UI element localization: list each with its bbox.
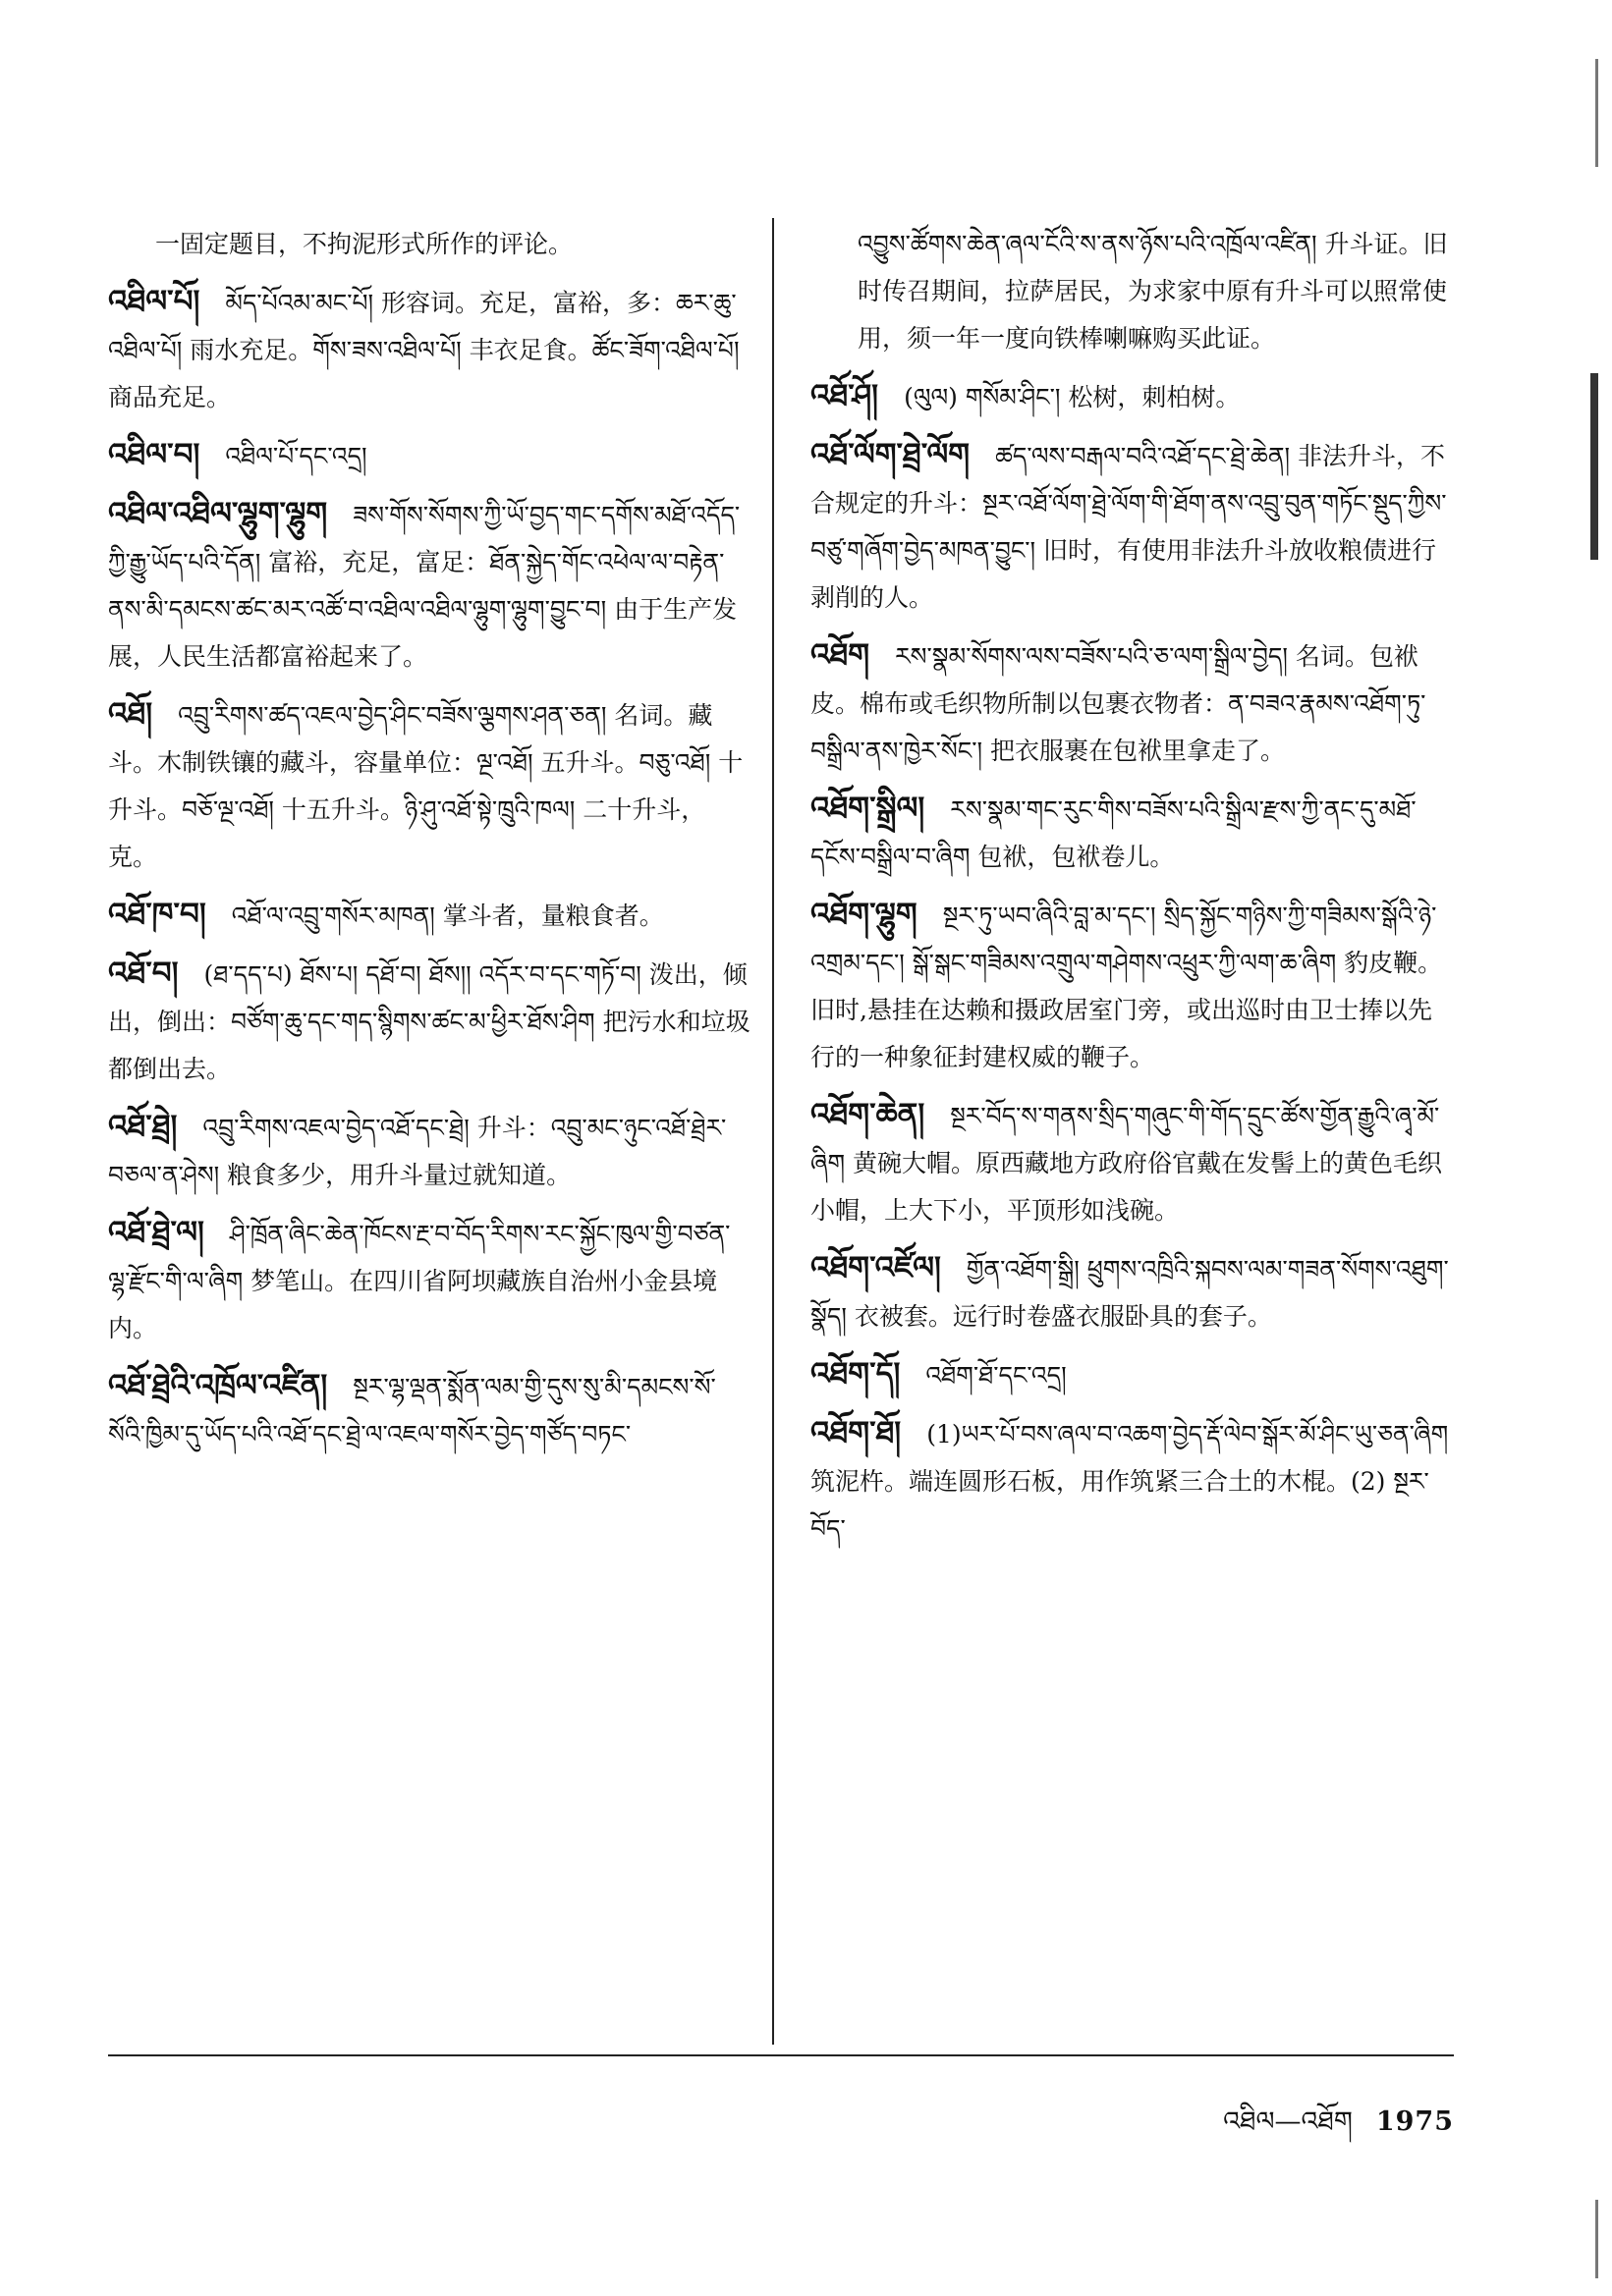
dictionary-entry [810, 1244, 1454, 1340]
entry-headword: འཐོ། [108, 696, 153, 732]
dictionary-entry [108, 690, 751, 881]
entry-headword: འཐོག་ལྷུག [810, 897, 917, 932]
entry-headword: འཐོ་ཐྲེའི་འཁྲོལ་འཛིན། [108, 1368, 328, 1403]
dictionary-entry [810, 372, 1454, 421]
dictionary-entry [108, 490, 751, 681]
dictionary-entry [108, 278, 751, 421]
scan-edge-mark [1595, 59, 1598, 167]
left-column [108, 221, 751, 1468]
entry-headword: འཐོག་ཐོ། [810, 1415, 902, 1450]
entry-headword: འཐོག་སྒྲིལ། [810, 791, 925, 826]
entry-definition: སྔར་ལྷ་ལྡན་སྨོན་ལམ་གྱི་དུས་སུ་མི་དམངས་སོ་སོའི་ཁྱིམ་དུ་ཡོད་པའི་འཐོ་དང་ཐྲེ་ལ་འཇལ་གསོར་བྱེད་གཙོད་བཏང་ [108, 1373, 716, 1449]
entry-headword: འཐོ་ཐྲེ་ལ། [108, 1215, 204, 1250]
entry-definition: གྱོན་འཐོག་སྒྲི། ཕྲུགས་འཁྲིའི་སྐབས་ལམ་གཟན་སོགས་འཐུག་སྣོད། 衣被套。远行时卷盛衣服卧具的套子。 [810, 1255, 1449, 1331]
footer-rule [108, 2054, 1454, 2056]
entry-headword: འཐོ་བ། [108, 956, 179, 991]
intro-continuation: 一固定题目，不拘泥形式所作的评论。 [155, 230, 574, 258]
dictionary-entry [108, 950, 751, 1093]
dictionary-entry [810, 431, 1454, 622]
entry-headword: འཐིལ་འཐིལ་ལྷུག་ལྷུག [108, 496, 328, 531]
entry-headword: འཐིལ་པོ། [108, 284, 200, 319]
dictionary-entry [108, 1103, 751, 1199]
dictionary-entry [108, 1362, 751, 1458]
dictionary-entry [108, 431, 751, 480]
entry-definition: རས་སྣམ་གང་རུང་གིས་བཟོས་པའི་སྒྲིལ་རྫས་ཀྱི་ནང་དུ་མཐོ་དངོས་བསྒྲིལ་བ་ཞིག 包袱，包袱卷儿。 [810, 795, 1417, 871]
entry-definition: (ལུལ) གསོམ་ཤིང་། 松树，刺柏树。 [904, 383, 1241, 411]
dictionary-entry [108, 1209, 751, 1352]
entry-headword: འཐོ་ལོག་ཐྲེ་ལོག [810, 437, 971, 472]
entry-continuation: འབྱུས་ཚོགས་ཆེན་ཞལ་ངོའི་ས་ནས་ཉོས་པའི་འཁྲོལ་འཛིན། 升斗证。旧时传召期间，拉萨居民，为求家中原有升斗可以照常使用，须一年一度向铁棒喇嘛购买此证。 [858, 230, 1448, 353]
scan-edge-mark [1595, 2200, 1598, 2278]
dictionary-entry [810, 891, 1454, 1081]
entry-definition: ཟས་གོས་སོགས་ཀྱི་ཡོ་བྱད་གང་དགོས་མཐོ་འདོད་ཀྱི་རྒྱུ་ཡོད་པའི་དོན། 富裕，充足，富足：ཐོན་སྐྱེད་གོང་འཕེལ་ལ་བརྟེན་ནས་མི་དམངས་ཚང་མར་འཚོ་བ་འཐིལ་འཐིལ་ལྷུག་ལྷུག་བྱུང་བ། 由于生产发展，人民生活都富裕起来了。 [108, 501, 741, 671]
entry-definition: ཚད་ལས་བརྒལ་བའི་འཐོ་དང་ཐྲེ་ཆེན། 非法升斗，不合规定的升斗：སྔར་འཐོ་ལོག་ཐྲེ་ལོག་གི་ཐོག་ནས་འབྲུ་བུན་གཏོང་སྡུད་ཀྱིས་བཙུ་གཞོག་བྱེད་མཁན་བྱུང་། 旧时，有使用非法升斗放收粮债进行剥削的人。 [810, 442, 1447, 612]
entry-headword: འཐོ་ཁ་བ། [108, 897, 206, 932]
entry-definition: འཐིལ་པོ་དང་འདྲ། [225, 442, 367, 470]
page-range: འཐིལ—འཐོག [1223, 2106, 1353, 2137]
entry-definition: འབྲུ་རིགས་ཚད་འཇལ་བྱེད་ཤིང་བཟོས་ལྕགས་ཤན་ཅན། 名词。藏斗。木制铁镶的藏斗，容量单位：ལྔ་འཐོ། 五升斗。བཅུ་འཐོ། 十升斗。བཅོ་ལྔ་འཐོ། 十五升斗。ཉི་ཤུ་འཐོ་སྟེ་ཁྲུའི་ཁལ། 二十升斗，克。 [108, 701, 744, 871]
entry-headword: འཐོག [810, 637, 870, 673]
dictionary-entry [810, 631, 1454, 775]
entry-definition: འབྲུ་རིགས་འཇལ་བྱེད་འཐོ་དང་ཐྲེ། 升斗：འབྲུ་མང་ཉུང་འཐོ་ཐྲེར་བཅལ་ན་ཤེས། 粮食多少，用升斗量过就知道。 [108, 1114, 727, 1189]
entry-headword: འཐོག་ཆེན། [810, 1097, 925, 1132]
entry-headword: འཐོག་འཛོལ། [810, 1250, 941, 1285]
dictionary-entry [810, 1350, 1454, 1399]
entry-definition: མོད་པོའམ་མང་པོ། 形容词。充足，富裕，多：ཆར་ཆུ་འཐིལ་པོ། 雨水充足。གོས་ཟས་འཐིལ་པོ། 丰衣足食。ཚོང་ཟོག་འཐིལ་པོ། 商品充足。 [108, 289, 740, 411]
page-number: 1975 [1375, 2106, 1454, 2137]
entry-definition: (ཐ་དད་པ) ཐོས་པ། དཐོ་བ། ཐོས།། འདོར་བ་དང་གཏོ་བ། 泼出，倾出，倒出：བཙོག་ཆུ་དང་གད་སྙིགས་ཚང་མ་ཕྱིར་ཐོས་ཤིག 把污水和垃圾都倒出去。 [108, 960, 750, 1083]
scan-edge-mark [1590, 373, 1598, 560]
dictionary-entry [810, 785, 1454, 881]
entry-definition: འཐོག་ཐོ་དང་འདྲ། [925, 1361, 1067, 1390]
entry-headword: འཐིལ་བ། [108, 437, 200, 472]
column-divider [772, 218, 774, 2045]
entry-headword: འཐོ་ཐྲེ། [108, 1109, 178, 1144]
entry-definition: (1)ཡར་པོ་བས་ཞལ་བ་འཆག་བྱེད་རྡོ་ལེབ་སྒོར་མོ་ཤིང་ཡུ་ཅན་ཞིག 筑泥杵。端连圆形石板，用作筑紧三合土的木棍。(2) སྔར་བོད་ [810, 1420, 1449, 1543]
dictionary-entry [108, 891, 751, 940]
dictionary-entry [810, 1409, 1454, 1553]
page-footer [1100, 2092, 1454, 2166]
dictionary-entry [810, 1091, 1454, 1234]
entry-definition: འཐོ་ལ་འབྲུ་གསོར་མཁན། 掌斗者，量粮食者。 [231, 902, 664, 930]
entry-definition: སྔར་བོད་ས་གནས་སྲིད་གཞུང་གི་གོད་དྲུང་ཚོས་གྱོན་རྒྱུའི་ཞྭ་མོ་ཞིག 黄碗大帽。原西藏地方政府俗官戴在发髻上的黄色毛织小帽，上大下小，平顶形如浅碗。 [810, 1102, 1443, 1225]
entry-headword: འཐོ་ཤོ། [810, 378, 879, 413]
entry-headword: འཐོག་དོ། [810, 1356, 901, 1392]
entry-definition: རས་སྣམ་སོགས་ལས་བཟོས་པའི་ཅ་ལག་སྒྲིལ་བྱེད། 名词。包袱皮。棉布或毛织物所制以包裹衣物者：ན་བཟའ་རྣམས་འཐོག་ཏུ་བསྒྲིལ་ནས་ཁྱེར་སོང་། 把衣服裹在包袱里拿走了。 [810, 642, 1426, 765]
right-column [810, 221, 1454, 1562]
entry-definition: སྔར་ཏུ་ཡབ་ཞིའི་བླ་མ་དང་། སྲིད་སྐྱོང་གཉིས་ཀྱི་གཟིམས་སྒོའི་ཉེ་འགྲམ་དང་། སྒོ་སྒང་གཟིམས་འགྲུལ་གཤེགས་འཕྲུར་ཀྱི་ལག་ཆ་ཞིག 豹皮鞭。旧时,悬挂在达赖和摄政居室门旁，或出巡时由卫士捧以先行的一种象征封建权威的鞭子。 [810, 902, 1443, 1071]
entry-definition: ཤི་ཁྲོན་ཞིང་ཆེན་ཁོངས་རྔ་བ་བོད་རིགས་རང་སྐྱོང་ཁུལ་གྱི་བཙན་ལྷ་རྫོང་གི་ལ་ཞིག 梦笔山。在四川省阿坝藏族自治州小金县境内。 [108, 1220, 731, 1342]
